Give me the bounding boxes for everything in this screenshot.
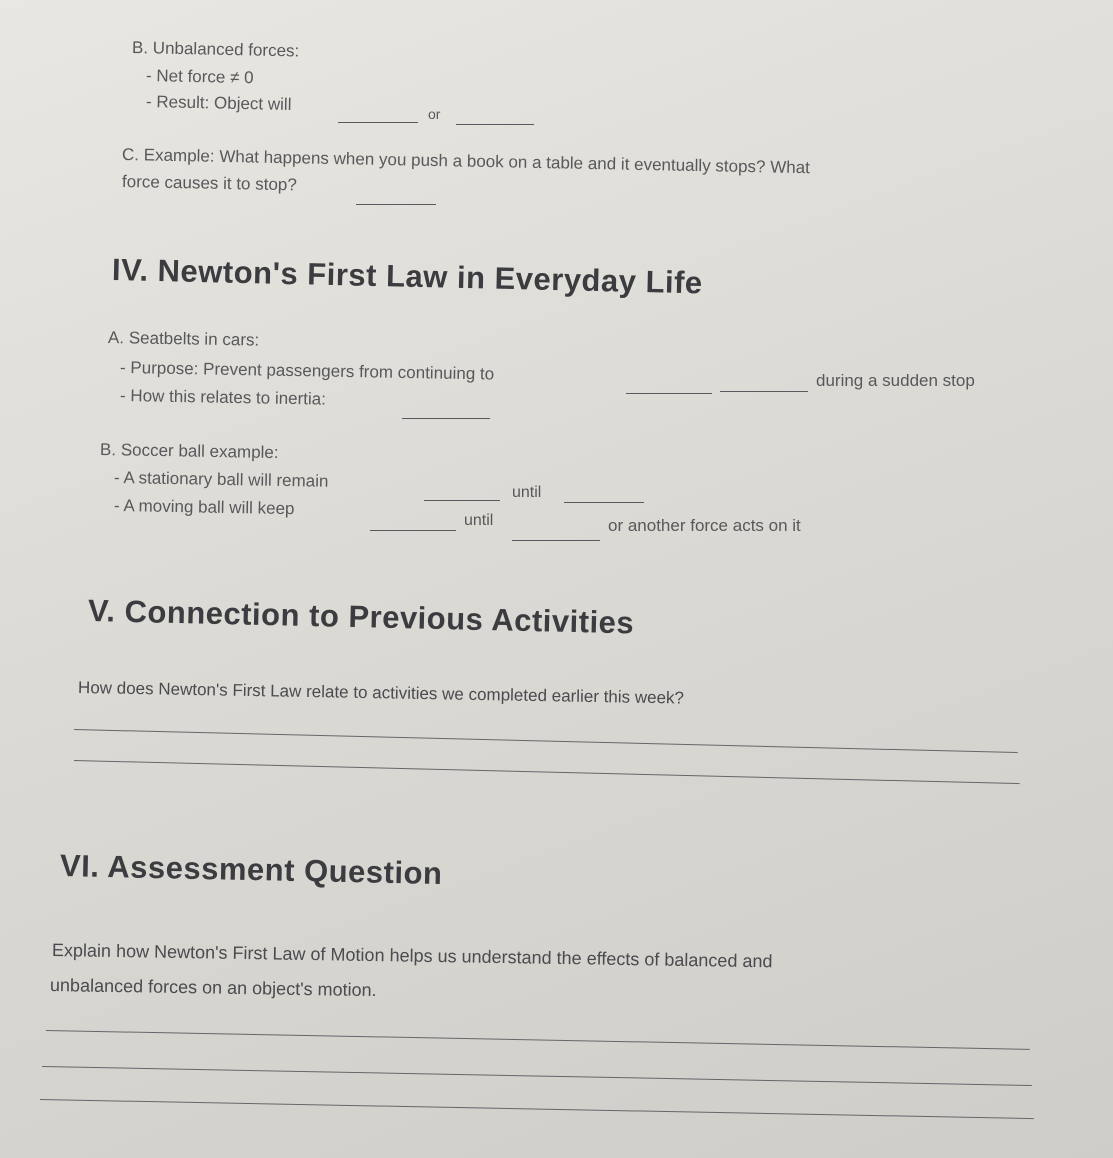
section-iv-heading: IV. Newton's First Law in Everyday Life [111, 252, 704, 301]
seatbelts-blank-1[interactable] [626, 393, 712, 394]
section-v-answer-line-1[interactable] [74, 729, 1018, 753]
section-vi-heading: VI. Assessment Question [59, 848, 443, 892]
seatbelts-blank-2[interactable] [720, 391, 808, 392]
example-answer-blank[interactable] [356, 204, 436, 205]
result-blank-1[interactable] [338, 122, 418, 123]
soccer-moving: - A moving ball will keep [113, 496, 295, 519]
soccer-until-2: until [464, 512, 494, 529]
seatbelts-inertia: - How this relates to inertia: [119, 386, 327, 409]
soccer-title: B. Soccer ball example: [99, 440, 279, 463]
assessment-answer-line-1[interactable] [46, 1030, 1030, 1050]
result-or: or [428, 106, 441, 122]
section-b-title: B. Unbalanced forces: [131, 38, 300, 61]
assessment-answer-line-2[interactable] [42, 1066, 1032, 1086]
result-blank-2[interactable] [456, 124, 534, 125]
moving-blank-1[interactable] [370, 530, 456, 531]
net-force-line: - Net force ≠ 0 [145, 66, 254, 88]
moving-blank-2[interactable] [512, 540, 600, 541]
example-question-line-2: force causes it to stop? [121, 172, 297, 195]
section-v-question: How does Newton's First Law relate to activities we completed earlier this week? [77, 678, 685, 708]
seatbelts-purpose: - Purpose: Prevent passengers from continuing to [119, 358, 495, 384]
result-label: - Result: Object will [145, 92, 292, 115]
soccer-until-1: until [512, 484, 542, 501]
seatbelts-purpose-end: during a sudden stop [816, 371, 975, 390]
stationary-blank-2[interactable] [564, 502, 644, 503]
soccer-moving-end: or another force acts on it [608, 516, 801, 535]
assessment-question-line-1: Explain how Newton's First Law of Motion helps us understand the effects of balanced and [51, 940, 773, 972]
example-question-line-1: C. Example: What happens when you push a book on a table and it eventually stops? What [121, 145, 811, 178]
assessment-question-line-2: unbalanced forces on an object's motion. [49, 975, 377, 1001]
section-v-heading: V. Connection to Previous Activities [87, 593, 635, 641]
assessment-answer-line-3[interactable] [40, 1099, 1034, 1119]
inertia-blank[interactable] [402, 418, 490, 419]
seatbelts-title: A. Seatbelts in cars: [107, 328, 260, 350]
soccer-stationary: - A stationary ball will remain [113, 468, 329, 491]
stationary-blank-1[interactable] [424, 500, 500, 501]
section-v-answer-line-2[interactable] [74, 760, 1020, 784]
